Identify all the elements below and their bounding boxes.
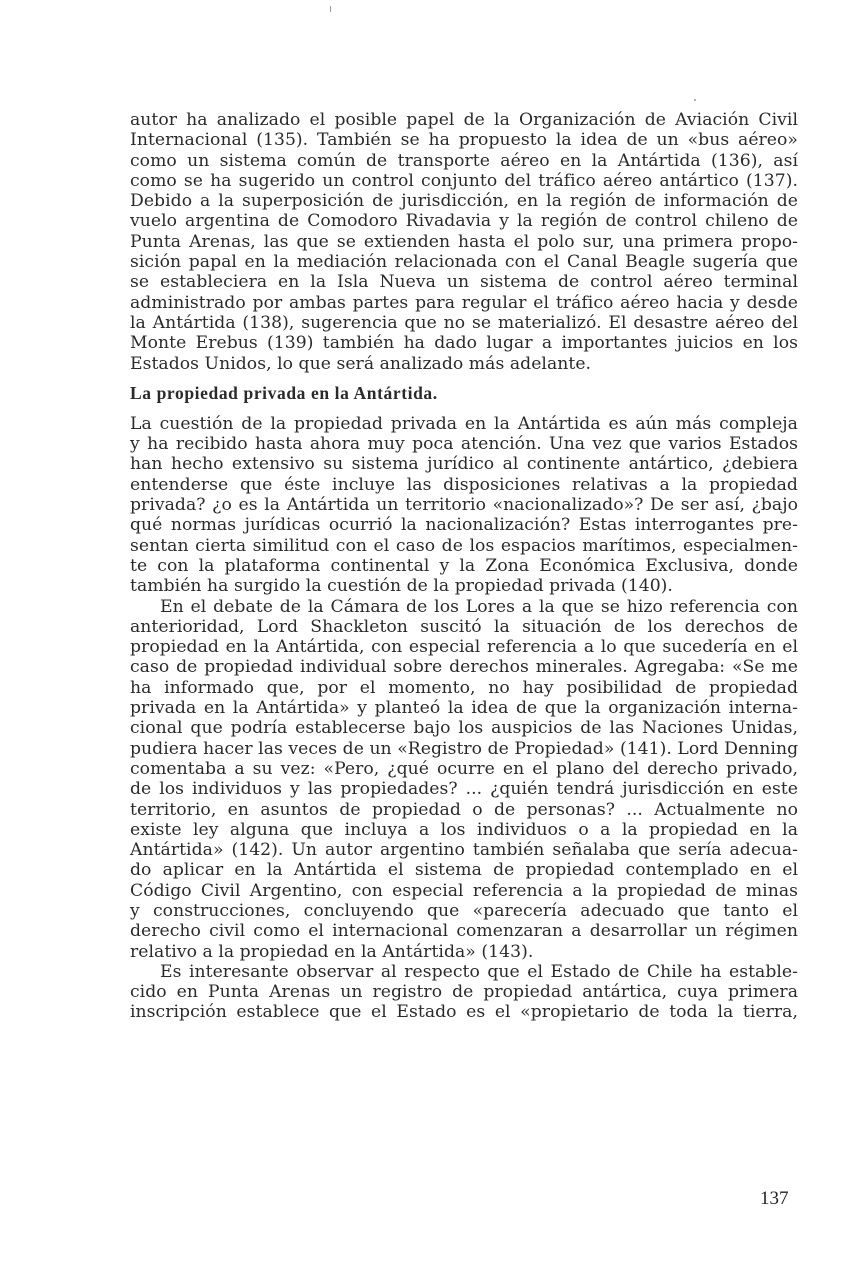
text-line: la Antártida (138), sugerencia que no se materializó. El desastre aéreo del xyxy=(130,312,798,333)
text-line: Internacional (135). También se ha propuesto la idea de un «bus aéreo» xyxy=(130,130,798,151)
scan-speck xyxy=(330,6,331,12)
page-body xyxy=(130,110,798,1023)
scan-speck xyxy=(694,99,696,101)
text-line: anterioridad, Lord Shackleton suscitó la situación de los derechos de xyxy=(130,616,798,637)
section-heading: La propiedad privada en la Antártida. xyxy=(130,382,438,403)
text-line: ha informado que, por el momento, no hay posibilidad de propiedad xyxy=(130,677,798,698)
text-line: también ha surgido la cuestión de la propiedad privada (140). xyxy=(130,576,673,597)
text-line: cido en Punta Arenas un registro de propiedad antártica, cuya primera xyxy=(130,982,798,1003)
text-line: entenderse que éste incluye las disposiciones relativas a la propiedad xyxy=(130,474,798,495)
text-line: sición papal en la mediación relacionada con el Canal Beagle sugería que xyxy=(130,252,798,273)
text-line: privada? ¿o es la Antártida un territorio «nacionalizado»? De ser así, ¿bajo xyxy=(130,495,798,516)
text-line: comentaba a su vez: «Pero, ¿qué ocurre en el plano del derecho privado, xyxy=(130,758,798,779)
text-line: privada en la Antártida» y planteó la idea de que la organización interna- xyxy=(130,698,798,719)
text-line: La cuestión de la propiedad privada en la Antártida es aún más compleja xyxy=(130,413,798,434)
text-line: qué normas jurídicas ocurrió la nacionalización? Estas interrogantes pre- xyxy=(130,515,798,536)
text-line: Monte Erebus (139) también ha dado lugar a importantes juicios en los xyxy=(130,333,798,354)
text-line: territorio, en asuntos de propiedad o de personas? ... Actualmente no xyxy=(130,799,798,820)
text-line: do aplicar en la Antártida el sistema de propiedad contemplado en el xyxy=(130,860,798,881)
text-line: como se ha sugerido un control conjunto del tráfico aéreo antártico (137). xyxy=(130,170,798,191)
text-line: caso de propiedad individual sobre derechos minerales. Agregaba: «Se me xyxy=(130,657,798,678)
text-line: relativo a la propiedad en la Antártida» (143). xyxy=(130,941,534,962)
text-line: En el debate de la Cámara de los Lores a la que se hizo referencia con xyxy=(160,596,798,617)
text-line: Punta Arenas, las que se extienden hasta el polo sur, una primera propo- xyxy=(130,231,798,252)
paragraph-2 xyxy=(130,414,798,597)
text-line: propiedad en la Antártida, con especial referencia a lo que sucedería en el xyxy=(130,637,798,658)
paragraph-3 xyxy=(130,597,798,962)
text-line: sentan cierta similitud con el caso de los espacios marítimos, especialmen- xyxy=(130,535,798,556)
text-line: y construcciones, concluyendo que «parecería adecuado que tanto el xyxy=(130,900,798,921)
text-line: existe ley alguna que incluya a los individuos o a la propiedad en la xyxy=(130,819,798,840)
text-line: y ha recibido hasta ahora muy poca atención. Una vez que varios Estados xyxy=(130,434,798,455)
page-number: 137 xyxy=(760,1188,789,1209)
text-line: te con la plataforma continental y la Zona Económica Exclusiva, donde xyxy=(130,555,798,576)
text-line: como un sistema común de transporte aéreo en la Antártida (136), así xyxy=(130,150,798,171)
text-line: vuelo argentina de Comodoro Rivadavia y la región de control chileno de xyxy=(130,211,798,232)
text-line: pudiera hacer las veces de un «Registro de Propiedad» (141). Lord Denning xyxy=(130,738,799,759)
text-line: derecho civil como el internacional comenzaran a desarrollar un régimen xyxy=(130,921,798,942)
text-line: Código Civil Argentino, con especial referencia a la propiedad de minas xyxy=(130,880,798,901)
text-line: han hecho extensivo su sistema jurídico al continente antártico, ¿debiera xyxy=(130,454,798,475)
paragraph-1 xyxy=(130,110,798,374)
paragraph-4 xyxy=(130,962,798,1023)
text-line: Antártida» (142). Un autor argentino también señalaba que sería adecua- xyxy=(130,840,798,861)
text-line: se estableciera en la Isla Nueva un sistema de control aéreo terminal xyxy=(130,272,798,293)
text-line: inscripción establece que el Estado es el «propietario de toda la tierra, xyxy=(130,1002,798,1023)
text-line: cional que podría establecerse bajo los auspicios de las Naciones Unidas, xyxy=(130,718,798,739)
text-line: autor ha analizado el posible papel de la Organización de Aviación Civil xyxy=(130,110,798,130)
text-line: de los individuos y las propiedades? ... ¿quién tendrá jurisdicción en este xyxy=(130,779,798,800)
text-line: Debido a la superposición de jurisdicción, en la región de información de xyxy=(130,191,798,212)
text-line: Es interesante observar al respecto que el Estado de Chile ha estable- xyxy=(160,961,798,982)
text-line: administrado por ambas partes para regular el tráfico aéreo hacia y desde xyxy=(130,292,798,313)
text-line: Estados Unidos, lo que será analizado más adelante. xyxy=(130,353,592,374)
